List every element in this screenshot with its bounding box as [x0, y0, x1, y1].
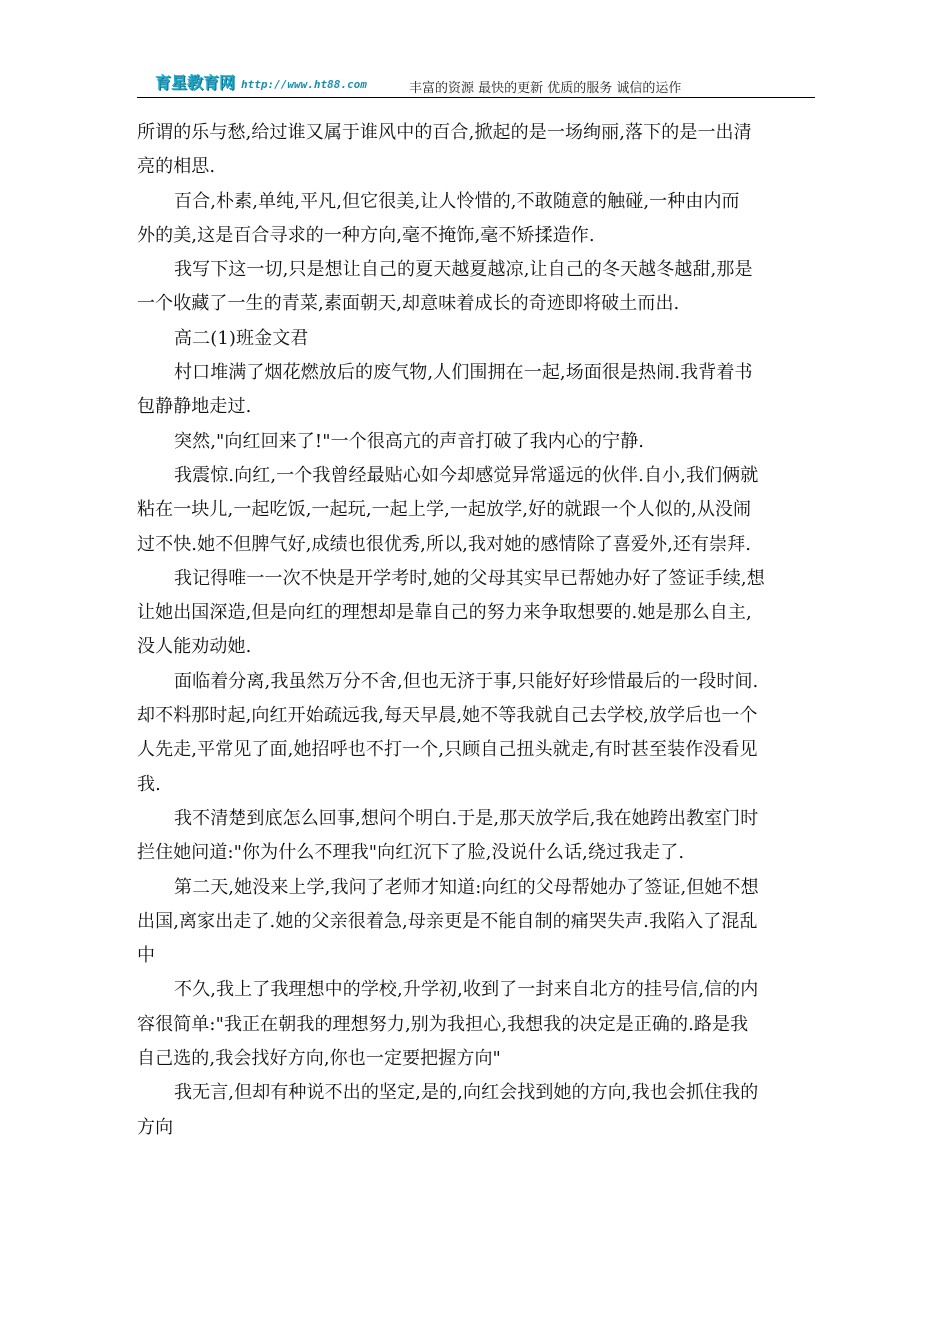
site-logo[interactable] — [155, 70, 367, 93]
text-line: 我写下这一切,只是想让自己的夏天越夏越凉,让自己的冬天越冬越甜,那是 — [174, 259, 753, 281]
header-divider — [137, 97, 815, 98]
text-line: 面临着分离,我虽然万分不舍,但也无济于事,只能好好珍惜最后的一段时间. — [174, 670, 759, 692]
text-line: 我记得唯一一次不快是开学考时,她的父母其实早已帮她办好了签证手续,想 — [174, 567, 765, 589]
text-line: 却不料那时起,向红开始疏远我,每天早晨,她不等我就自己去学校,放学后也一个 — [137, 705, 758, 727]
text-line: 突然,"向红回来了!"一个很高亢的声音打破了我内心的宁静. — [174, 430, 645, 452]
text-line: 我震惊.向红,一个我曾经最贴心如今却感觉异常遥远的伙伴.自小,我们俩就 — [174, 464, 759, 486]
text-line: 让她出国深造,但是向红的理想却是靠自己的努力来争取想要的.她是那么自主, — [137, 602, 752, 624]
text-line: 我. — [137, 773, 161, 795]
document-body — [137, 116, 815, 1145]
text-line: 百合,朴素,单纯,平凡,但它很美,让人怜惜的,不敢随意的触碰,一种由内而 — [174, 190, 740, 212]
text-line: 中 — [137, 945, 156, 967]
text-line: 一个收藏了一生的青菜,素面朝天,却意味着成长的奇迹即将破土而出. — [137, 293, 680, 315]
text-line: 高二(1)班金文君 — [174, 327, 309, 349]
text-line: 包静静地走过. — [137, 396, 252, 418]
text-line: 所谓的乐与愁,给过谁又属于谁风中的百合,掀起的是一场绚丽,落下的是一出清 — [137, 122, 752, 143]
text-line: 亮的相思. — [137, 156, 216, 178]
text-line: 我不清楚到底怎么回事,想问个明白.于是,那天放学后,我在她跨出教室门时 — [174, 807, 759, 829]
text-line: 出国,离家出走了.她的父亲很着急,母亲更是不能自制的痛哭失声.我陷入了混乱 — [137, 910, 758, 932]
page-header — [137, 66, 815, 97]
text-line: 粘在一块儿,一起吃饭,一起玩,一起上学,一起放学,好的就跟一个人似的,从没闹 — [137, 499, 752, 521]
text-line: 过不快.她不但脾气好,成绩也很优秀,所以,我对她的感情除了喜爱外,还有崇拜. — [137, 533, 752, 555]
logo-url[interactable]: http://www.ht88.com — [241, 78, 367, 91]
text-line: 我无言,但却有种说不出的坚定,是的,向红会找到她的方向,我也会抓住我的 — [174, 1082, 759, 1104]
text-line: 第二天,她没来上学,我问了老师才知道:向红的父母帮她办了签证,但她不想 — [174, 876, 759, 898]
header-slogan: 丰富的资源 最快的更新 优质的服务 诚信的运作 — [409, 81, 682, 96]
text-line: 不久,我上了我理想中的学校,升学初,收到了一封来自北方的挂号信,信的内 — [174, 979, 759, 1001]
text-line: 没人能劝动她. — [137, 636, 252, 658]
text-line: 方向 — [137, 1116, 174, 1138]
text-line: 拦住她问道:"你为什么不理我"向红沉下了脸,没说什么话,绕过我走了. — [137, 842, 685, 864]
text-line: 村口堆满了烟花燃放后的废气物,人们围拥在一起,场面很是热闹.我背着书 — [174, 362, 753, 384]
text-line: 人先走,平常见了面,她招呼也不打一个,只顾自己扭头就走,有时甚至装作没看见 — [137, 739, 758, 761]
text-line: 容很简单:"我正在朝我的理想努力,别为我担心,我想我的决定是正确的.路是我 — [137, 1013, 749, 1035]
text-line: 外的美,这是百合寻求的一种方向,毫不掩饰,毫不矫揉造作. — [137, 224, 595, 246]
text-line: 自己选的,我会找好方向,你也一定要把握方向" — [137, 1048, 501, 1070]
logo-text: 育星教育网 — [155, 73, 236, 92]
